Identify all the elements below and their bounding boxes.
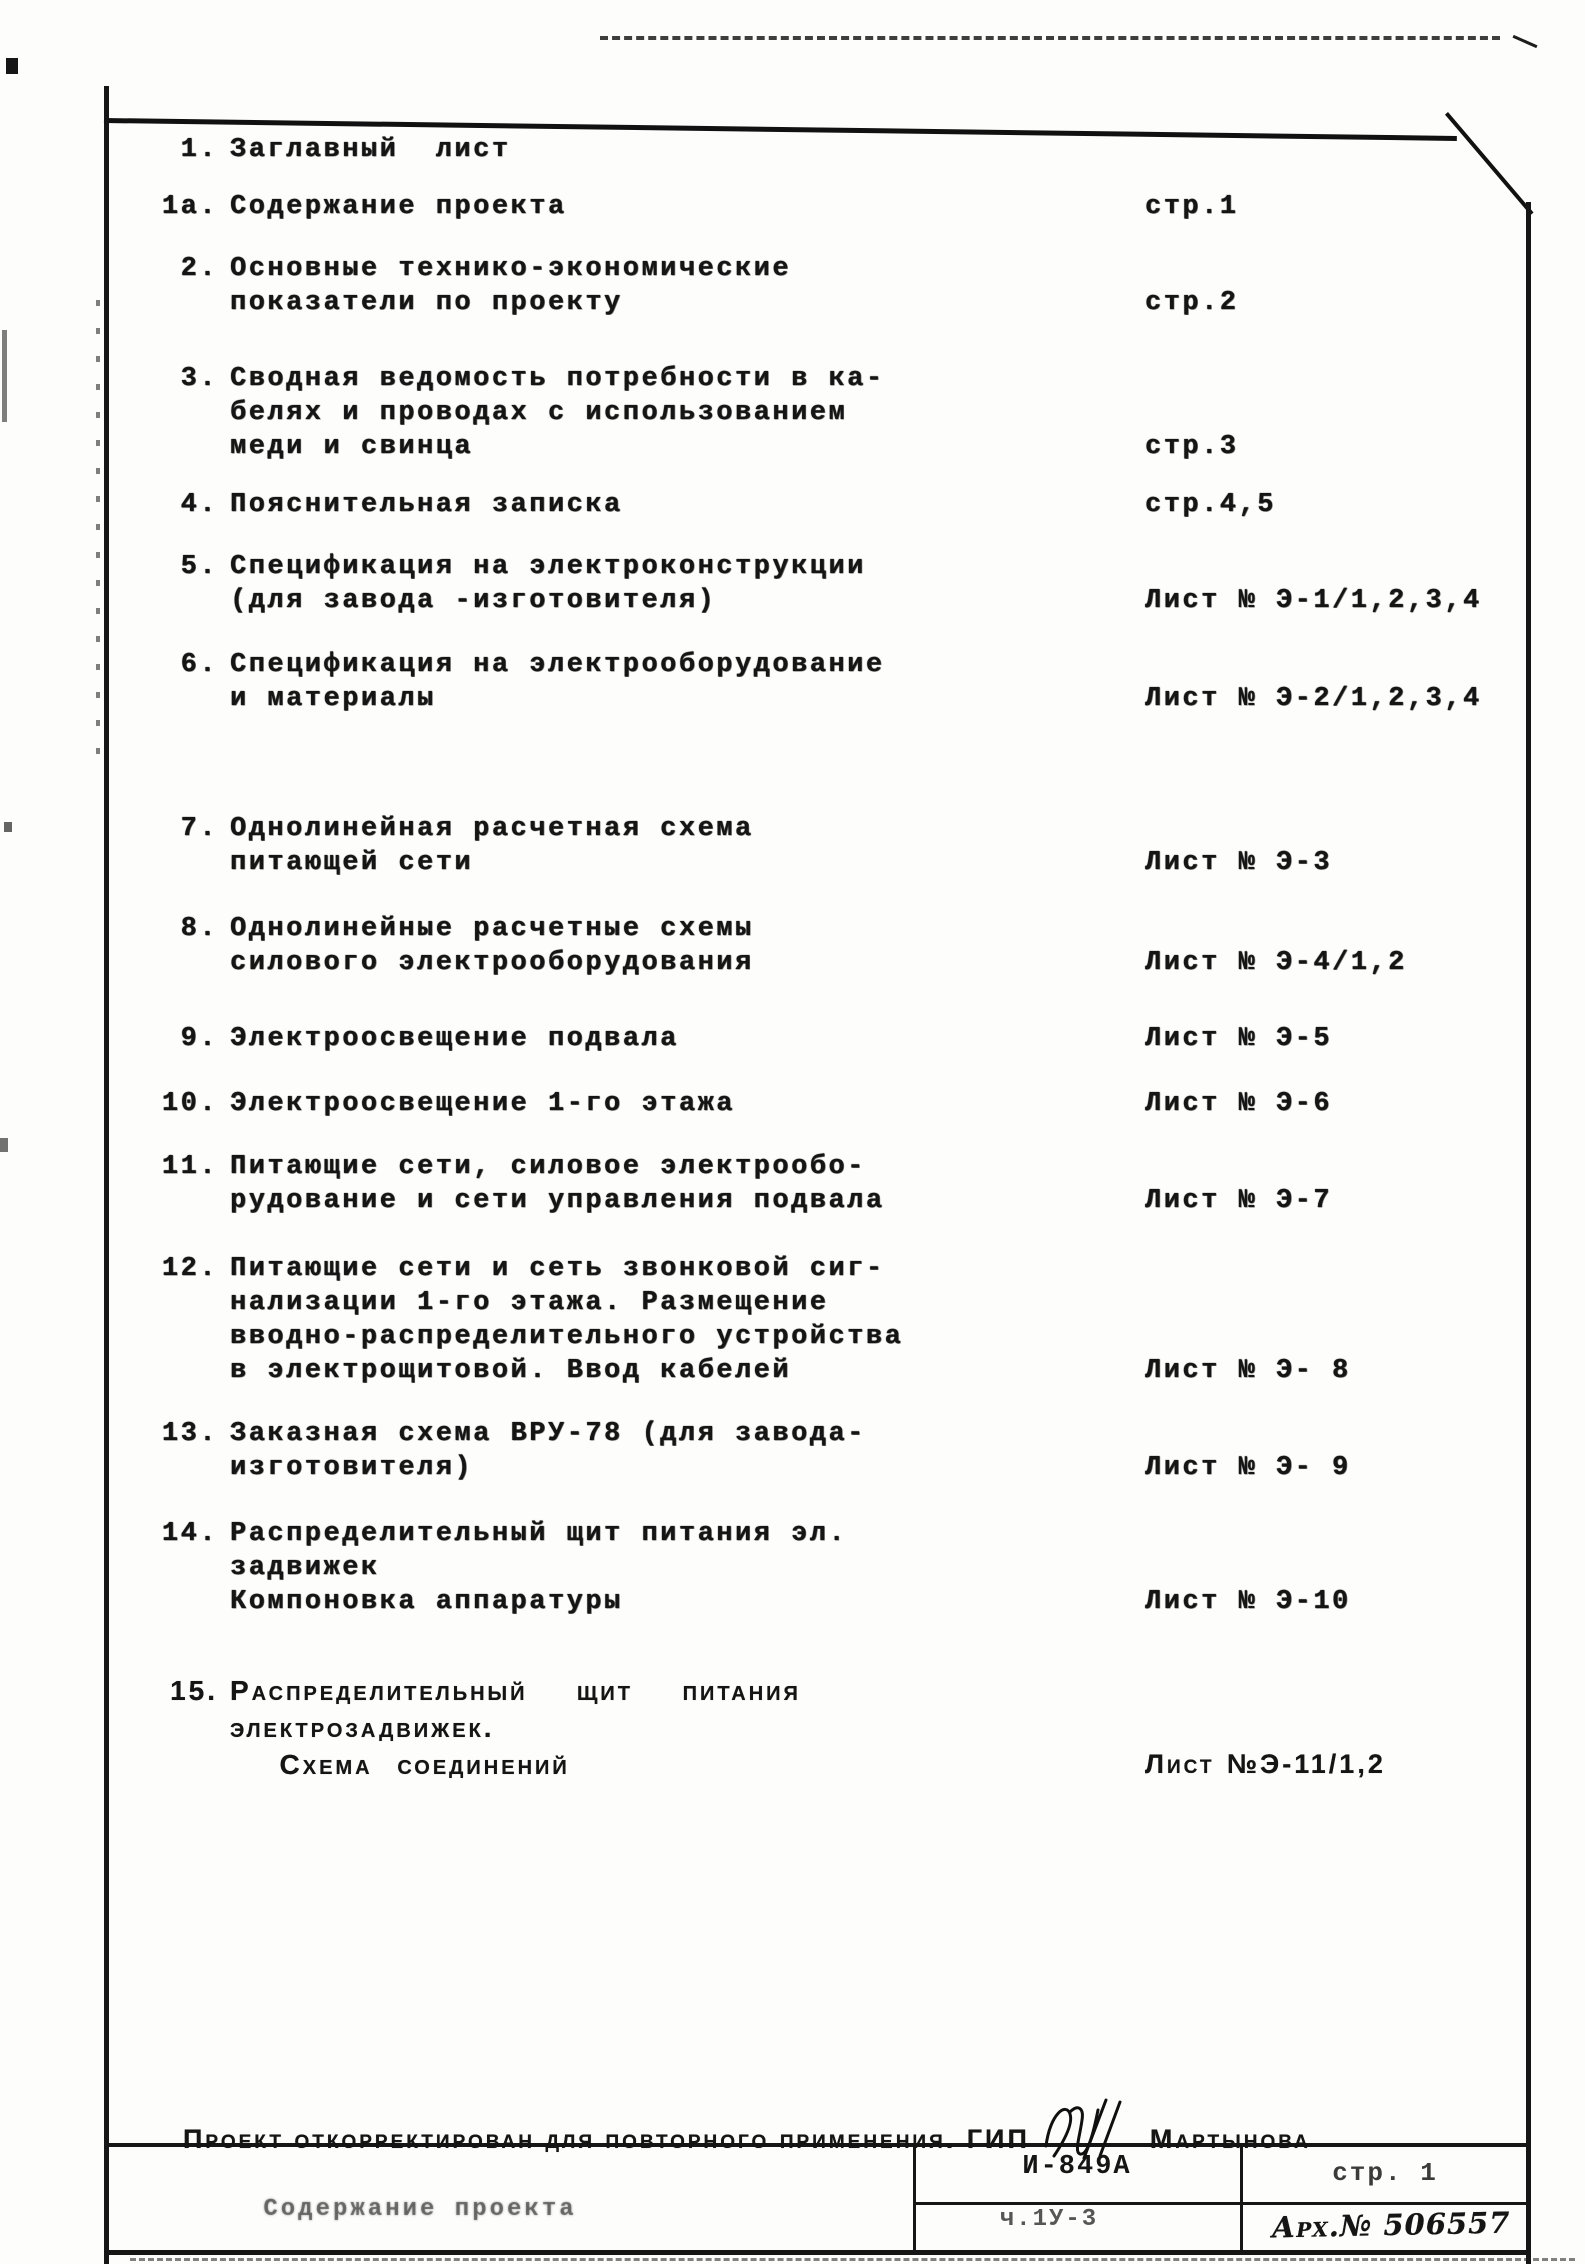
toc-item: [150, 812, 1540, 880]
toc-item-line: Электроосвещение 1-го этажа: [230, 1089, 735, 1119]
toc-item-number: 1.: [180, 135, 218, 165]
toc-item-ref: стр.2: [1145, 288, 1239, 318]
toc-item-number: 9.: [180, 1024, 218, 1054]
toc-item-ref: Лист № Э-3: [1145, 848, 1333, 878]
toc-item-number: 8.: [180, 914, 218, 944]
toc-item-line: Однолинейные расчетные схемы: [230, 914, 754, 944]
toc-item: [150, 133, 1540, 167]
revision-note-text: Проект откорректирован для повторного применения. ГИП: [183, 2124, 1030, 2154]
toc-item-ref: Лист № Э-4/1,2: [1145, 948, 1407, 978]
toc-item-number: 7.: [180, 814, 218, 844]
scan-artifact-edge-mark: [0, 1138, 8, 1152]
scan-artifact-edge-mark: [4, 822, 12, 832]
toc-item-number: 13.: [161, 1419, 218, 1449]
toc-item: [150, 1417, 1540, 1485]
toc-item-ref: стр.1: [1145, 192, 1239, 222]
toc-item-line: электрозадвижек.: [230, 1712, 495, 1743]
toc-item-line: Пояснительная записка: [230, 490, 623, 520]
toc-item-ref: Лист № Э- 8: [1145, 1356, 1351, 1386]
toc-item-line: Компоновка аппаратуры: [230, 1587, 623, 1617]
toc-item-line: силового электрооборудования: [230, 948, 754, 978]
toc-item-number: 2.: [180, 254, 218, 284]
toc-item-line: Распределительный щит питания эл.: [230, 1519, 848, 1549]
toc-item-line: Сводная ведомость потребности в ка-: [230, 364, 885, 394]
toc-item-ref: Лист №Э-11/1,2: [1145, 1749, 1386, 1779]
toc-item-text: [230, 1252, 1135, 1388]
toc-item-ref: Лист № Э-7: [1145, 1186, 1333, 1216]
toc-item-line: меди и свинца: [230, 432, 474, 462]
toc-item-line: (для завода -изготовителя): [230, 586, 717, 616]
toc-item-text: [230, 190, 1135, 224]
toc-item-line: Питающие сети, силовое электрообо-: [230, 1152, 866, 1182]
toc-item-text: [230, 1150, 1135, 1218]
toc-item-line: нализации 1-го этажа. Размещение: [230, 1288, 829, 1318]
toc-item-text: [230, 1087, 1135, 1121]
toc-item-line: в электрощитовой. Ввод кабелей: [230, 1356, 792, 1386]
toc-item-line: задвижек: [230, 1553, 380, 1583]
revision-note: [183, 2082, 1528, 2156]
toc-item-number: 5.: [180, 552, 218, 582]
scan-artifact-top-tail: [1513, 35, 1538, 48]
toc-item-number: 4.: [180, 490, 218, 520]
toc-item: [150, 1022, 1540, 1056]
toc-item-number: 15.: [170, 1675, 218, 1706]
toc-item-text: [230, 648, 1135, 716]
toc-item-line: и материалы: [230, 684, 436, 714]
page-frame-bottom: [104, 2250, 1531, 2255]
revision-note-signer: Мартынова: [1149, 2124, 1311, 2154]
toc-item-text: [230, 1672, 1135, 1783]
toc-item: [150, 1672, 1540, 1783]
toc-item-line: Распределительный щит питания: [230, 1675, 801, 1706]
toc-item-line: Спецификация на электроконструкции: [230, 552, 866, 582]
toc-item: [150, 1150, 1540, 1218]
toc-item-ref: Лист № Э-1/1,2,3,4: [1145, 586, 1482, 616]
title-block-part: ч.1У-3: [999, 2206, 1099, 2233]
toc-item-number: 6.: [180, 650, 218, 680]
scan-artifact-bottom-dashed-line: [130, 2258, 1575, 2261]
toc-item-line: Однолинейная расчетная схема: [230, 814, 754, 844]
toc-item: [150, 912, 1540, 980]
title-block-middle-line: [913, 2202, 1530, 2205]
toc-item-text: [230, 488, 1135, 522]
toc-item-line: изготовителя): [230, 1453, 474, 1483]
toc-item-ref: стр.3: [1145, 432, 1239, 462]
toc-item: [150, 252, 1540, 320]
toc-item-line: белях и проводах с использованием: [230, 398, 848, 428]
toc-item-line: питающей сети: [230, 848, 474, 878]
toc-item: [150, 648, 1540, 716]
toc-item-text: [230, 1022, 1135, 1056]
toc-item-text: [230, 550, 1135, 618]
toc-list: [150, 133, 1540, 1783]
toc-item: [150, 488, 1540, 522]
toc-item: [150, 362, 1540, 464]
toc-item-number: 1а.: [161, 192, 218, 222]
toc-item: [150, 1252, 1540, 1388]
toc-item-line: показатели по проекту: [230, 288, 623, 318]
page-frame-left: [104, 86, 109, 2264]
toc-item-line: Спецификация на электрооборудование: [230, 650, 885, 680]
toc-item-ref: Лист № Э-6: [1145, 1089, 1333, 1119]
toc-item-line: Заказная схема ВРУ-78 (для завода-: [230, 1419, 866, 1449]
toc-item: [150, 1087, 1540, 1121]
scan-artifact-speck-column: [96, 300, 100, 770]
toc-item-text: [230, 912, 1135, 980]
toc-item-line: Электроосвещение подвала: [230, 1024, 679, 1054]
toc-item-number: 12.: [161, 1254, 218, 1284]
toc-item-ref: Лист № Э-5: [1145, 1024, 1333, 1054]
title-block-page: стр. 1: [1332, 2158, 1438, 2188]
toc-item-line: Основные технико-экономические: [230, 254, 792, 284]
toc-item-number: 3.: [180, 364, 218, 394]
scan-artifact-edge-mark: [2, 330, 7, 422]
title-block-document-title: Содержание проекта: [263, 2196, 577, 2223]
toc-item-text: [230, 1517, 1135, 1619]
toc-item-line: Схема соединений: [230, 1749, 570, 1780]
toc-item-line: Заглавный лист: [230, 135, 511, 165]
toc-item-line: вводно-распределительного устройства: [230, 1322, 904, 1352]
toc-item-ref: Лист № Э-10: [1145, 1587, 1351, 1617]
toc-item-text: [230, 1417, 1135, 1485]
toc-item-number: 14.: [161, 1519, 218, 1549]
toc-item-line: рудование и сети управления подвала: [230, 1186, 885, 1216]
scan-artifact-edge-mark: [6, 58, 18, 74]
scan-artifact-top-dashed-line: [600, 36, 1500, 40]
title-block-doc-code: И-849А: [1022, 2152, 1132, 2182]
toc-item: [150, 550, 1540, 618]
toc-item-line: Содержание проекта: [230, 192, 567, 222]
toc-item-ref: стр.4,5: [1145, 490, 1276, 520]
toc-item-line: Питающие сети и сеть звонковой сиг-: [230, 1254, 885, 1284]
toc-item-ref: Лист № Э-2/1,2,3,4: [1145, 684, 1482, 714]
toc-item-number: 10.: [161, 1089, 218, 1119]
toc-item-text: [230, 812, 1135, 880]
toc-item-number: 11.: [161, 1152, 218, 1182]
toc-item: [150, 190, 1540, 224]
toc-item-ref: Лист № Э- 9: [1145, 1453, 1351, 1483]
toc-item-text: [230, 252, 1135, 320]
toc-item: [150, 1517, 1540, 1619]
title-block-archive-number: Арх.№ 506557: [1271, 2205, 1511, 2245]
toc-item-text: [230, 133, 1135, 167]
toc-item-text: [230, 362, 1135, 464]
